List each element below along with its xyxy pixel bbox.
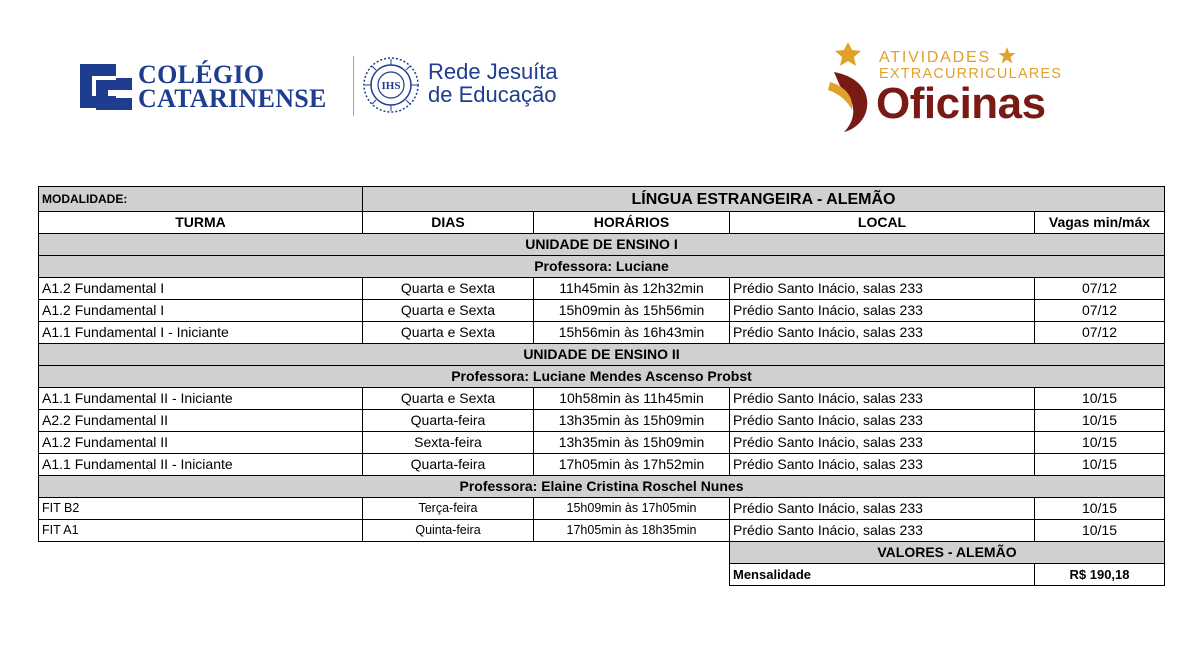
- network-name: [428, 60, 558, 106]
- horarios-cell: 17h05min às 18h35min: [534, 520, 730, 542]
- turma-cell: A1.1 Fundamental II - Iniciante: [39, 388, 363, 410]
- turma-cell: A1.2 Fundamental I: [39, 300, 363, 322]
- valores-title: VALORES - ALEMÃO: [730, 542, 1165, 564]
- oficinas-top-text: ATIVIDADES: [879, 49, 991, 66]
- dias-cell: Quarta-feira: [363, 454, 534, 476]
- column-header-turma: TURMA: [39, 212, 363, 234]
- table-row: [39, 410, 1165, 432]
- teacher-name: Professora: Luciane Mendes Ascenso Probst: [39, 366, 1165, 388]
- horarios-cell: 11h45min às 12h32min: [534, 278, 730, 300]
- oficinas-title: Oficinas: [876, 79, 1046, 128]
- star-icon: [998, 47, 1016, 65]
- colegio-catarinense-logo: [76, 60, 366, 116]
- valores-spacer: [39, 564, 730, 586]
- turma-cell: A1.2 Fundamental I: [39, 278, 363, 300]
- valores-title-row: [39, 542, 1165, 564]
- mensalidade-value: R$ 190,18: [1035, 564, 1165, 586]
- vagas-cell: 10/15: [1035, 454, 1165, 476]
- horarios-cell: 13h35min às 15h09min: [534, 410, 730, 432]
- dias-cell: Sexta-feira: [363, 432, 534, 454]
- table-row: [39, 388, 1165, 410]
- teacher-row: [39, 366, 1165, 388]
- table-row: [39, 454, 1165, 476]
- table-row: [39, 300, 1165, 322]
- local-cell: Prédio Santo Inácio, salas 233: [730, 520, 1035, 542]
- network-name-line2: de Educação: [428, 82, 557, 107]
- turma-cell: A2.2 Fundamental II: [39, 410, 363, 432]
- dias-cell: Quarta e Sexta: [363, 322, 534, 344]
- schedule-table: [38, 186, 1165, 586]
- dias-cell: Quarta e Sexta: [363, 300, 534, 322]
- local-cell: Prédio Santo Inácio, salas 233: [730, 432, 1035, 454]
- local-cell: Prédio Santo Inácio, salas 233: [730, 322, 1035, 344]
- vagas-cell: 10/15: [1035, 520, 1165, 542]
- dias-cell: Terça-feira: [363, 498, 534, 520]
- mensalidade-row: [39, 564, 1165, 586]
- vagas-cell: 10/15: [1035, 410, 1165, 432]
- table-row: [39, 432, 1165, 454]
- local-cell: Prédio Santo Inácio, salas 233: [730, 300, 1035, 322]
- horarios-cell: 13h35min às 15h09min: [534, 432, 730, 454]
- school-name: [138, 60, 327, 113]
- teacher-row: [39, 256, 1165, 278]
- horarios-cell: 15h09min às 15h56min: [534, 300, 730, 322]
- school-name-line1: COLÉGIO: [138, 60, 265, 89]
- unit-title: UNIDADE DE ENSINO I: [39, 234, 1165, 256]
- turma-cell: FIT A1: [39, 520, 363, 542]
- mensalidade-label: Mensalidade: [730, 564, 1035, 586]
- teacher-name: Professora: Elaine Cristina Roschel Nunes: [39, 476, 1165, 498]
- logo-divider: [353, 56, 354, 116]
- local-cell: Prédio Santo Inácio, salas 233: [730, 454, 1035, 476]
- column-header-dias: DIAS: [363, 212, 534, 234]
- unit-row: [39, 234, 1165, 256]
- rede-jesuita-logo: [362, 54, 572, 118]
- dias-cell: Quarta e Sexta: [363, 388, 534, 410]
- vagas-cell: 10/15: [1035, 432, 1165, 454]
- horarios-cell: 15h09min às 17h05min: [534, 498, 730, 520]
- horarios-cell: 10h58min às 11h45min: [534, 388, 730, 410]
- modalidade-row: [39, 187, 1165, 212]
- modalidade-value: LÍNGUA ESTRANGEIRA - ALEMÃO: [363, 187, 1165, 212]
- local-cell: Prédio Santo Inácio, salas 233: [730, 278, 1035, 300]
- valores-spacer: [39, 542, 730, 564]
- teacher-row: [39, 476, 1165, 498]
- local-cell: Prédio Santo Inácio, salas 233: [730, 498, 1035, 520]
- local-cell: Prédio Santo Inácio, salas 233: [730, 410, 1035, 432]
- horarios-cell: 17h05min às 17h52min: [534, 454, 730, 476]
- oficinas-mid-text: EXTRACURRICULARES: [879, 66, 1063, 82]
- table-row: [39, 498, 1165, 520]
- column-header-horarios: HORÁRIOS: [534, 212, 730, 234]
- cc-logo-icon: [76, 60, 134, 112]
- table-row: [39, 520, 1165, 542]
- turma-cell: A1.1 Fundamental II - Iniciante: [39, 454, 363, 476]
- oficinas-logo: [826, 42, 1066, 134]
- column-header-vagas: Vagas min/máx: [1035, 212, 1165, 234]
- teacher-name: Professora: Luciane: [39, 256, 1165, 278]
- local-cell: Prédio Santo Inácio, salas 233: [730, 388, 1035, 410]
- turma-cell: A1.2 Fundamental II: [39, 432, 363, 454]
- horarios-cell: 15h56min às 16h43min: [534, 322, 730, 344]
- table-row: [39, 322, 1165, 344]
- turma-cell: FIT B2: [39, 498, 363, 520]
- dias-cell: Quinta-feira: [363, 520, 534, 542]
- network-name-line1: Rede Jesuíta: [428, 59, 558, 84]
- table-row: [39, 278, 1165, 300]
- unit-title: UNIDADE DE ENSINO II: [39, 344, 1165, 366]
- vagas-cell: 07/12: [1035, 300, 1165, 322]
- column-header-row: [39, 212, 1165, 234]
- vagas-cell: 10/15: [1035, 498, 1165, 520]
- jesuit-seal-icon: [362, 56, 420, 114]
- schedule-table-body: [39, 187, 1165, 586]
- turma-cell: A1.1 Fundamental I - Iniciante: [39, 322, 363, 344]
- seal-text: IHS: [381, 80, 401, 92]
- column-header-local: LOCAL: [730, 212, 1035, 234]
- modalidade-label: MODALIDADE:: [39, 187, 363, 212]
- vagas-cell: 07/12: [1035, 322, 1165, 344]
- dias-cell: Quarta e Sexta: [363, 278, 534, 300]
- vagas-cell: 07/12: [1035, 278, 1165, 300]
- school-name-line2: CATARINENSE: [138, 84, 327, 113]
- vagas-cell: 10/15: [1035, 388, 1165, 410]
- dias-cell: Quarta-feira: [363, 410, 534, 432]
- unit-row: [39, 344, 1165, 366]
